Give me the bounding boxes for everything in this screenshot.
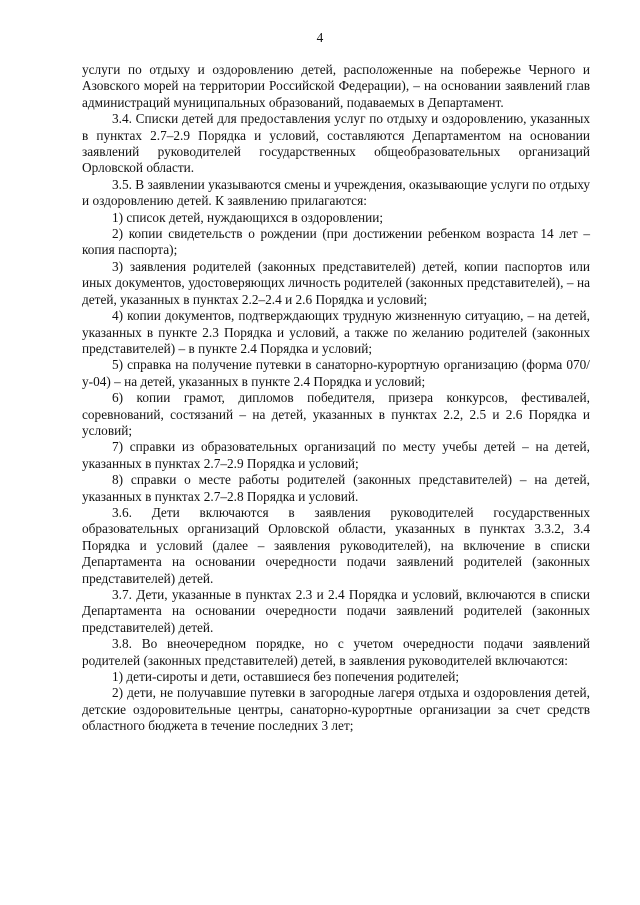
paragraph-3-8: 3.8. Во внеочередном порядке, но с учетом очередности подачи заявлений родителей (законных представителей) детей, в заявления руководителей включаются:: [82, 636, 590, 668]
list-item-8: 8) справки о месте работы родителей (законных представителей) – на детей, указанных в пунктах 2.7–2.8 Порядка и условий.: [82, 472, 590, 504]
list-item-3: 3) заявления родителей (законных представителей) детей, копии паспортов или иных документов, удостоверяющих личность родителей (законных представителей), – на детей, указанных в пунктах 2.2–2.4 и 2.6 Порядка и условий;: [82, 258, 590, 307]
list-item-7: 7) справки из образовательных организаций по месту учебы детей – на детей, указанных в пунктах 2.7–2.9 Порядка и условий;: [82, 439, 590, 471]
list-item-4: 4) копии документов, подтверждающих трудную жизненную ситуацию, – на детей, указанных в пункте 2.3 Порядка и условий, а также по желанию родителей (законных представителей) – в пункте 2.4 Порядка и условий;: [82, 308, 590, 356]
paragraph-3-5: 3.5. В заявлении указываются смены и учреждения, оказывающие услуги по отдыху и оздоровлению детей. К заявлению прилагаются:: [82, 176, 590, 209]
paragraph-3-6: 3.6. Дети включаются в заявления руководителей государственных образовательных организаций Орловской области, указанных в пунктах 3.3.2, 3.4 Порядка и условий (далее – заявления руководителей), на включение в списки Департамента на основании очередности подачи заявлений родителей (законных представителей) детей.: [82, 504, 590, 586]
document-body: [82, 62, 590, 735]
priority-item-2: 2) дети, не получавшие путевки в загородные лагеря отдыха и оздоровления детей, детские оздоровительные центры, санаторно-курортные организации за счет средств областного бюджета в течение последних 3 лет;: [82, 685, 590, 734]
priority-item-1: 1) дети-сироты и дети, оставшиеся без попечения родителей;: [112, 669, 460, 685]
paragraph-3-4: 3.4. Списки детей для предоставления услуг по отдыху и оздоровлению, указанных в пунктах 2.7–2.9 Порядка и условий, составляются Департаментом на основании заявлений руководителей государственных общеобразовательных организаций Орловской области.: [82, 111, 590, 176]
paragraph-continuation: услуги по отдыху и оздоровлению детей, расположенные на побережье Черного и Азовского морей на территории Российской Федерации), – на основании заявлений глав администраций муниципальных образований, подаваемых в Департамент.: [82, 62, 590, 110]
list-item-1: 1) список детей, нуждающихся в оздоровлении;: [112, 209, 384, 225]
paragraph-3-7: 3.7. Дети, указанные в пунктах 2.3 и 2.4 Порядка и условий, включаются в списки Департамента на основании очередности подачи заявлений родителей (законных представителей) детей.: [82, 587, 590, 635]
list-item-6: 6) копии грамот, дипломов победителя, призера конкурсов, фестивалей, соревнований, состязаний – на детей, указанных в пунктах 2.2, 2.5 и 2.6 Порядка и условий;: [82, 390, 590, 438]
page-number: 4: [316, 30, 324, 45]
list-item-2: 2) копии свидетельств о рождении (при достижении ребенком возраста 14 лет – копия паспорта);: [82, 226, 590, 258]
list-item-5: 5) справка на получение путевки в санаторно-курортную организацию (форма 070/у-04) – на детей, указанных в пункте 2.4 Порядка и условий;: [82, 357, 590, 389]
